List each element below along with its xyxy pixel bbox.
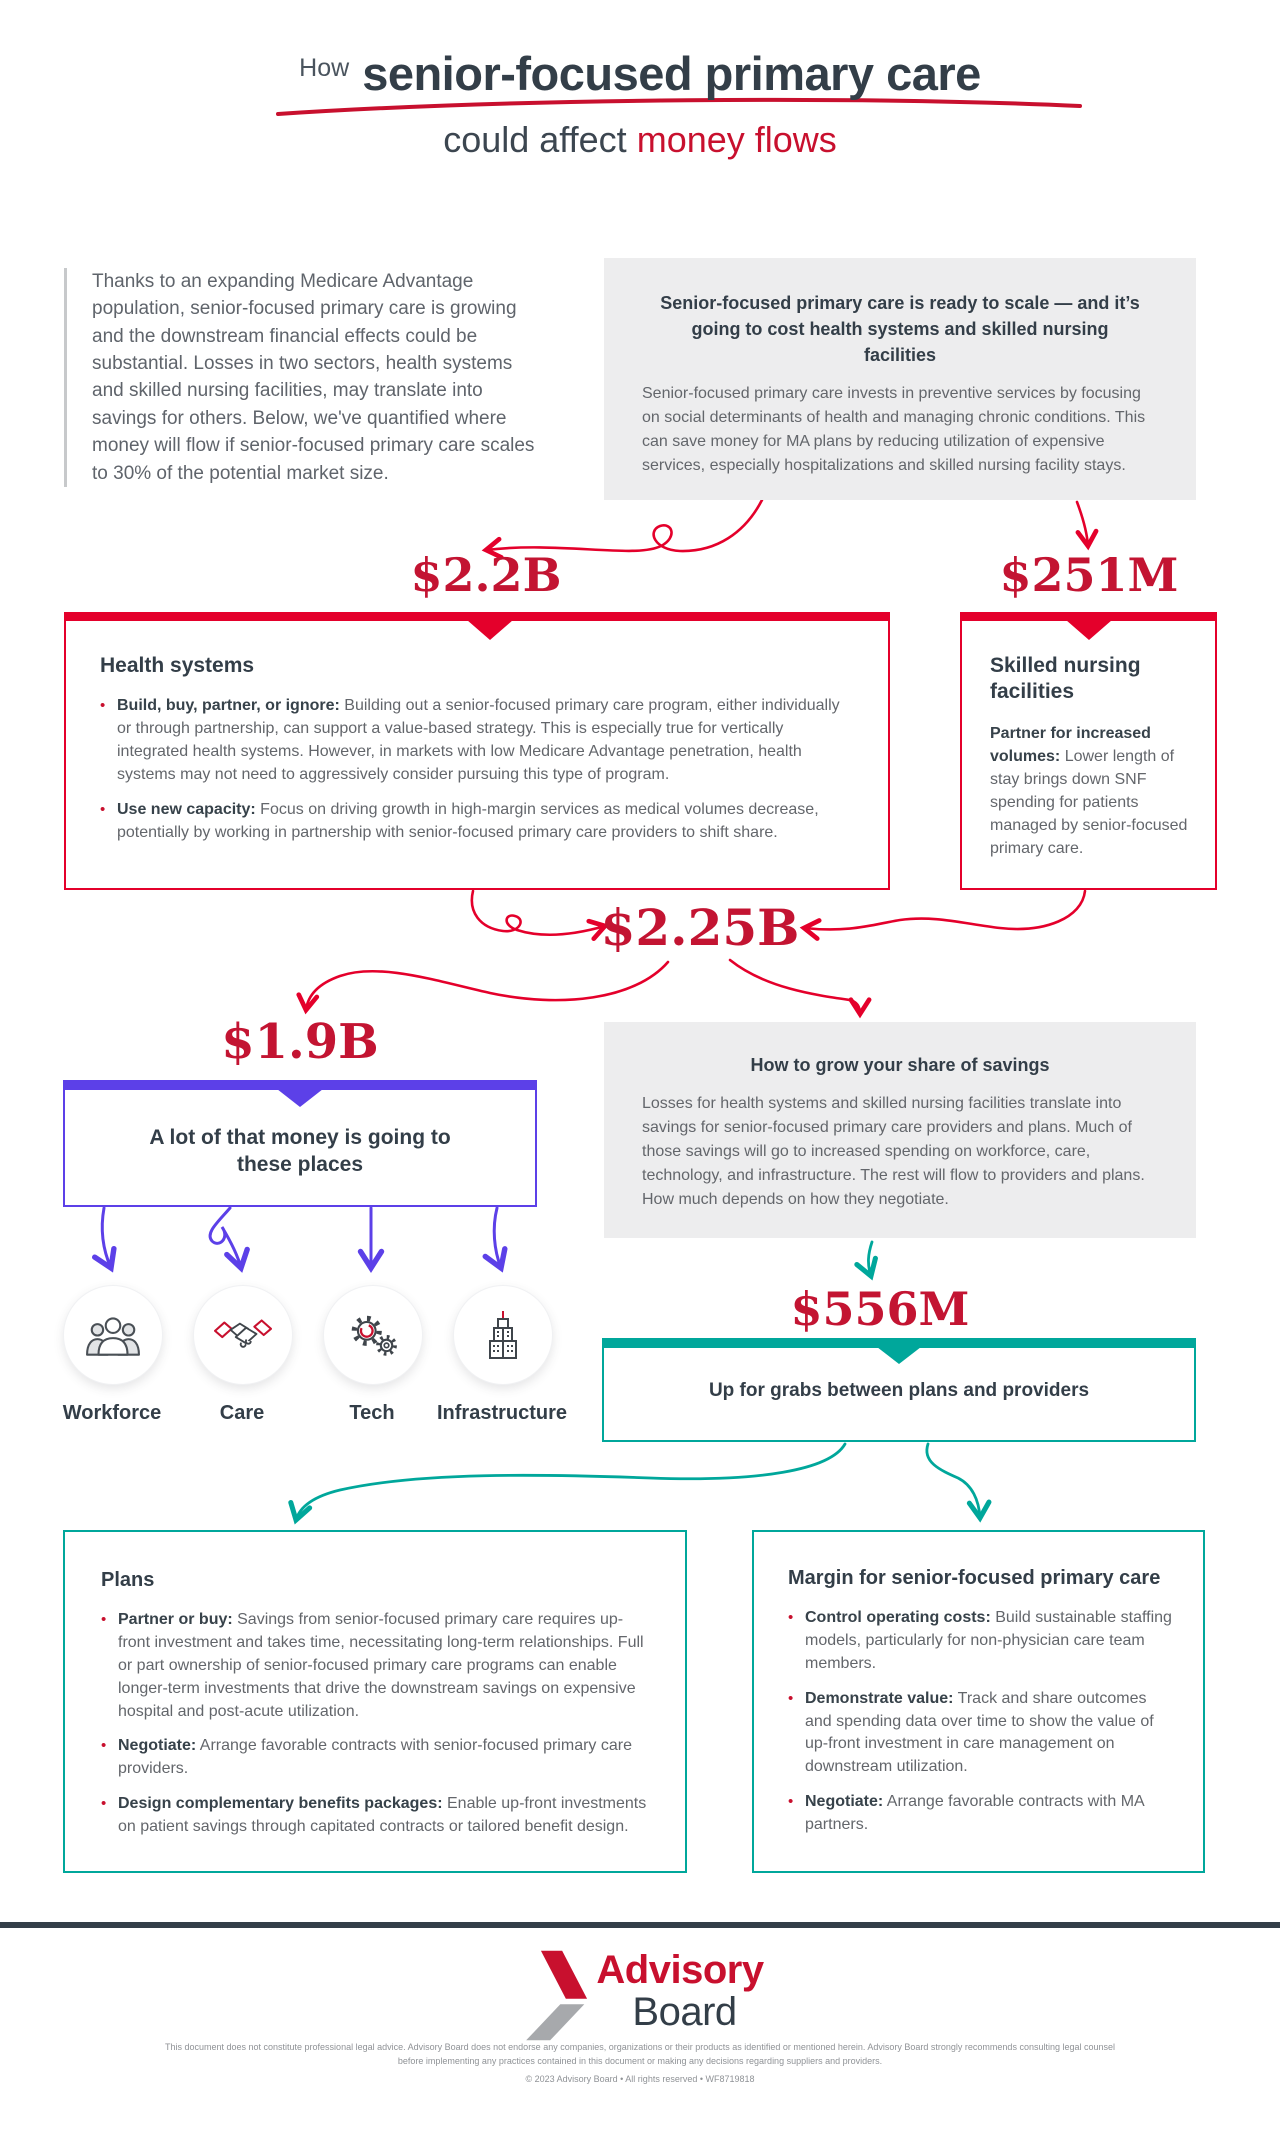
people-icon (85, 1313, 141, 1357)
destination-label-workforce: Workforce (62, 1402, 162, 1424)
bullet-text: Arrange favorable contracts with MA partners. (805, 1793, 1144, 1833)
advisory-board-logo-mark (516, 1950, 588, 2042)
amount-reinvested: $1.9B (221, 1014, 379, 1070)
share-callout-title: How to grow your share of savings (750, 1055, 1050, 1075)
bullet-lead: Design complementary benefits packages: (118, 1795, 443, 1813)
arrow-grabs-to-margin (927, 1444, 980, 1518)
bullet-text: Focus on driving growth in high-margin services as medical volumes decrease, potentially by working in partnership with senior-focused primary care providers to shift share. (117, 800, 819, 841)
advisory-board-logo-text (596, 1950, 763, 2032)
arrow-purple-workforce (102, 1208, 111, 1268)
scale-callout-body: Senior-focused primary care invests in preventive services by focusing on social determinants of health and managing chronic conditions. This can save money for MA plans by reducing utilization of expensive services, especially hospitalizations and skilled nursing facility stays. (642, 385, 1146, 475)
list-item (101, 1609, 651, 1723)
money-destinations-box (63, 1080, 537, 1207)
health-systems-bullets (100, 695, 850, 844)
bullet-lead: Control operating costs: (805, 1609, 991, 1626)
scale-callout-title: Senior-focused primary care is ready to scale — and it’s going to cost health systems and skilled nursing facilities (660, 293, 1140, 366)
list-item (101, 1735, 651, 1781)
advisory-board-logo (0, 1950, 1280, 2042)
list-item (101, 1793, 651, 1839)
red-notch (467, 620, 513, 640)
plans-heading: Plans (101, 1569, 155, 1591)
bullet-text: Building out a senior-focused primary care program, either individually or through partnership, can support a value-based strategy. This is especially true for vertically integrated health systems. However, in markets with low Medicare Advantage penetration, health systems may not need to aggressively consider pursuing this type of program. (117, 697, 840, 783)
up-for-grabs-label: Up for grabs between plans and providers (708, 1380, 1090, 1401)
amount-up-for-grabs: $556M (790, 1282, 970, 1336)
up-for-grabs-box (602, 1338, 1196, 1442)
page-title-line1 (0, 47, 1280, 100)
plans-box (63, 1530, 687, 1873)
plans-bullets (101, 1609, 651, 1839)
arrow-sharecallout-to-556m (868, 1242, 872, 1276)
arrow-grabs-to-plans (296, 1444, 845, 1520)
health-systems-box (64, 612, 890, 890)
share-callout-panel (604, 1022, 1196, 1238)
bullet-lead: Build, buy, partner, or ignore: (117, 697, 340, 715)
amount-combined: $2.25B (600, 898, 800, 957)
amount-snf: $251M (999, 548, 1179, 602)
title-line2-red: money flows (636, 119, 837, 160)
title-underline-swoosh (278, 100, 1080, 114)
gears-icon (347, 1313, 399, 1357)
page-title-line2 (0, 119, 1280, 160)
money-destinations-label: A lot of that money is going to these places (149, 1126, 451, 1177)
snf-heading: Skilled nursing facilities (990, 654, 1141, 704)
copyright-line: © 2023 Advisory Board • All rights reserved • WF8719818 (525, 2074, 755, 2084)
bullet-lead: Use new capacity: (117, 800, 256, 818)
list-item (100, 799, 850, 845)
intro-paragraph: Thanks to an expanding Medicare Advantage population, senior-focused primary care is growing and the downstream financial effects could be substantial. Losses in two sectors, health systems and skilled nursing facilities, may translate into savings for others. Below, we've quantified where money will flow if senior-focused primary care scales to 30% of the potential market size. (64, 268, 536, 487)
care-icon-circle (193, 1285, 293, 1385)
snf-box (960, 612, 1217, 890)
bullet-text: Build sustainable staffing models, particularly for non-physician care team members. (805, 1609, 1172, 1672)
title-main: senior-focused primary care (362, 47, 981, 100)
arrow-2-25b-to-share-callout (730, 960, 860, 1014)
title-prefix: How (299, 54, 350, 82)
list-item (788, 1791, 1177, 1837)
share-callout-body: Losses for health systems and skilled nursing facilities translate into savings for senior-focused primary care providers and plans. Much of those savings will go to increased spending on workforce, care, technology, and infrastructure. The rest will flow to providers and plans. How much depends on how they negotiate. (642, 1095, 1145, 1209)
amount-health-systems: $2.2B (410, 548, 562, 602)
handshake-icon (214, 1317, 272, 1353)
list-item (788, 1688, 1177, 1780)
teal-notch (877, 1347, 921, 1364)
bullet-lead: Negotiate: (805, 1793, 884, 1811)
destination-label-infrastructure: Infrastructure (436, 1402, 568, 1424)
bullet-text: Savings from senior-focused primary care requires up-front investment and takes time, necessitating long-term relationships. Full or part ownership of senior-focused primary care programs can enable longer-term investments that drive the downstream savings on expensive hospital and post-acute utilization. (118, 1611, 644, 1720)
footer-divider-bar (0, 1922, 1280, 1928)
infrastructure-icon-circle (453, 1285, 553, 1385)
building-icon (482, 1310, 524, 1360)
bullet-lead: Negotiate: (118, 1737, 197, 1755)
arrow-purple-care (210, 1208, 241, 1268)
arrow-purple-infrastructure (494, 1208, 501, 1268)
arrow-2-25b-to-1-9b (306, 962, 668, 1010)
bullet-lead: Demonstrate value: (805, 1689, 954, 1707)
scale-callout-panel (604, 258, 1196, 500)
list-item (100, 695, 850, 787)
bullet-lead: Partner for increased volumes: (990, 724, 1151, 765)
bullet-text: Enable up-front investments on patient savings through capitated contracts or tailored benefit design. (118, 1795, 647, 1835)
workforce-icon-circle (63, 1285, 163, 1385)
tech-icon-circle (323, 1285, 423, 1385)
arrow-callout-to-2-2b (486, 500, 762, 551)
logo-word-board: Board (632, 1990, 737, 2034)
purple-notch (277, 1089, 323, 1107)
bullet-text: Lower length of stay brings down SNF spending for patients managed by senior-focused primary care. (990, 747, 1188, 858)
snf-body (990, 722, 1193, 861)
bullet-text: Track and share outcomes and spending data over time to show the value of up-front investment in care management on downstream utilization. (805, 1689, 1154, 1776)
health-systems-heading: Health systems (100, 654, 255, 677)
bullet-text: Arrange favorable contracts with senior-focused primary care providers. (118, 1737, 632, 1778)
margin-box (752, 1530, 1205, 1873)
bullet-lead: Partner or buy: (118, 1611, 233, 1628)
legal-disclaimer: This document does not constitute professional legal advice. Advisory Board does not endorse any companies, organizations or their products as identified or mentioned herein. Advisory Board strongly recommends consulting legal counsel before implementing any practices contained in this document or making any decisions regarding suppliers and providers. (164, 2042, 1116, 2067)
margin-bullets (788, 1607, 1177, 1837)
destination-label-care: Care (219, 1402, 265, 1424)
margin-heading: Margin for senior-focused primary care (788, 1567, 1161, 1589)
red-notch (1066, 620, 1112, 640)
arrow-callout-to-251m (1077, 502, 1088, 546)
destination-label-tech: Tech (349, 1402, 395, 1424)
logo-word-advisory: Advisory (596, 1948, 764, 1992)
title-line2-dark: could affect (443, 119, 627, 160)
list-item (788, 1607, 1177, 1676)
